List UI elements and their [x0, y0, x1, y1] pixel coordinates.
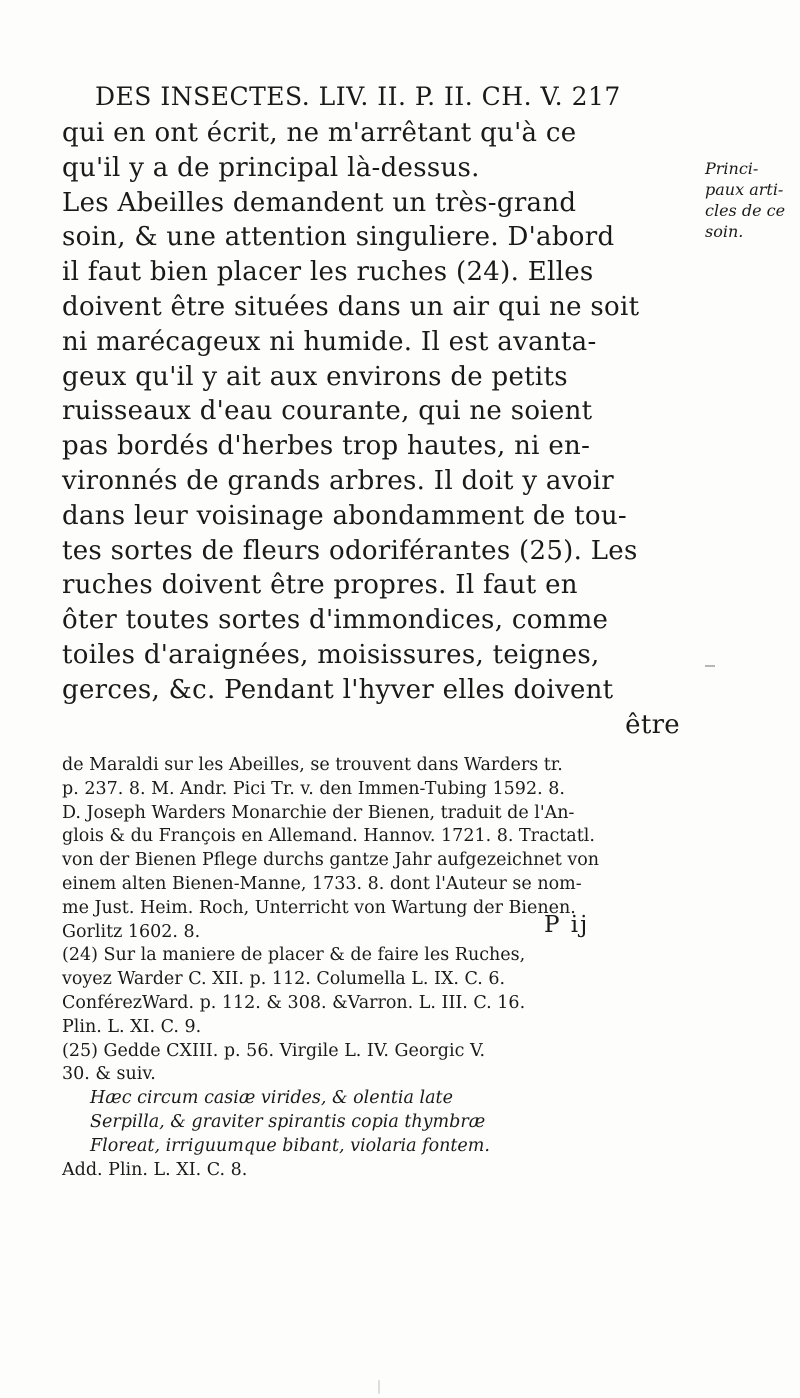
footnote-line: me Just. Heim. Roch, Unterricht von Wartung der Bienen.	[62, 897, 576, 918]
main-text-block	[62, 116, 682, 742]
body-line: soin, & une attention singuliere. D'abord	[62, 222, 615, 253]
footnote-line: Plin. L. XI. C. 9.	[62, 1016, 202, 1037]
verse-line: Serpilla, & graviter spirantis copia thymbræ	[90, 1111, 486, 1132]
body-line: qui en ont écrit, ne m'arrêtant qu'à ce	[62, 118, 577, 148]
body-line: geux qu'il y ait aux environs de petits	[62, 361, 568, 392]
footnote-line: glois & du François en Allemand. Hannov. 1721. 8. Tractatl.	[62, 826, 595, 847]
body-line: pas bordés d'herbes trop hautes, ni en-	[62, 431, 591, 462]
footnote-line: Add. Plin. L. XI. C. 8.	[62, 1159, 248, 1180]
body-line: ni marécageux ni humide. Il est avanta-	[62, 326, 597, 357]
footnote-line: (25) Gedde CXIII. p. 56. Virgile L. IV. Georgic V.	[62, 1040, 486, 1061]
body-line: il faut bien placer les ruches (24). Elles	[62, 257, 594, 288]
body-line: Les Abeilles demandent un très-grand	[62, 187, 577, 218]
footnote-line: (24) Sur la maniere de placer & de faire les Ruches,	[62, 945, 526, 966]
footnote-line: Gorlitz 1602. 8.	[62, 921, 201, 942]
footnote-line: einem alten Bienen-Manne, 1733. 8. dont l'Auteur se nom-	[62, 873, 582, 894]
footnote-line: D. Joseph Warders Monarchie der Bienen, traduit de l'An-	[62, 802, 575, 823]
catchword: être	[625, 709, 680, 740]
body-line: gerces, &c. Pendant l'hyver elles doivent	[62, 674, 614, 705]
body-line: tes sortes de fleurs odoriférantes (25). Les	[62, 535, 638, 566]
body-line: dans leur voisinage abondamment de tou-	[62, 500, 627, 531]
footnote-line: p. 237. 8. M. Andr. Pici Tr. v. den Immen-Tubing 1592. 8.	[62, 778, 565, 799]
body-line: doivent être situées dans un air qui ne soit	[62, 291, 640, 322]
signature-mark: P ij	[544, 912, 590, 938]
footnotes-block	[62, 754, 742, 1182]
margin-note-line: paux arti-	[705, 180, 784, 199]
body-line: ruisseaux d'eau courante, qui ne soient	[62, 396, 593, 427]
footnote-line: de Maraldi sur les Abeilles, se trouvent dans Warders tr.	[62, 755, 563, 775]
footnote-line: von der Bienen Pflege durchs gantze Jahr aufgezeichnet von	[62, 850, 600, 871]
footnote-line: ConférezWard. p. 112. & 308. &Varron. L. III. C. 16.	[62, 992, 526, 1013]
body-line: ruches doivent être propres. Il faut en	[62, 570, 578, 601]
running-header: DES INSECTES. LIV. II. P. II. CH. V. 217	[95, 82, 621, 111]
ink-fleck	[378, 1380, 380, 1394]
margin-note	[705, 158, 800, 242]
margin-note-line: cles de ce	[705, 201, 786, 220]
body-line: qu'il y a de principal là-dessus.	[62, 152, 480, 183]
margin-mark	[705, 665, 715, 667]
footnote-line: voyez Warder C. XII. p. 112. Columella L. IX. C. 6.	[62, 969, 506, 990]
margin-note-line: soin.	[705, 222, 744, 241]
verse-line: Hæc circum casiæ virides, & olentia late	[90, 1088, 453, 1109]
verse-line: Floreat, irriguumque bibant, violaria fontem.	[90, 1135, 490, 1156]
body-line: toiles d'araignées, moisissures, teignes,	[62, 639, 600, 670]
body-line: vironnés de grands arbres. Il doit y avoir	[62, 465, 615, 496]
body-line: ôter toutes sortes d'immondices, comme	[62, 605, 609, 636]
footnote-line: 30. & suiv.	[62, 1064, 156, 1085]
margin-note-line: Princi-	[705, 159, 759, 178]
